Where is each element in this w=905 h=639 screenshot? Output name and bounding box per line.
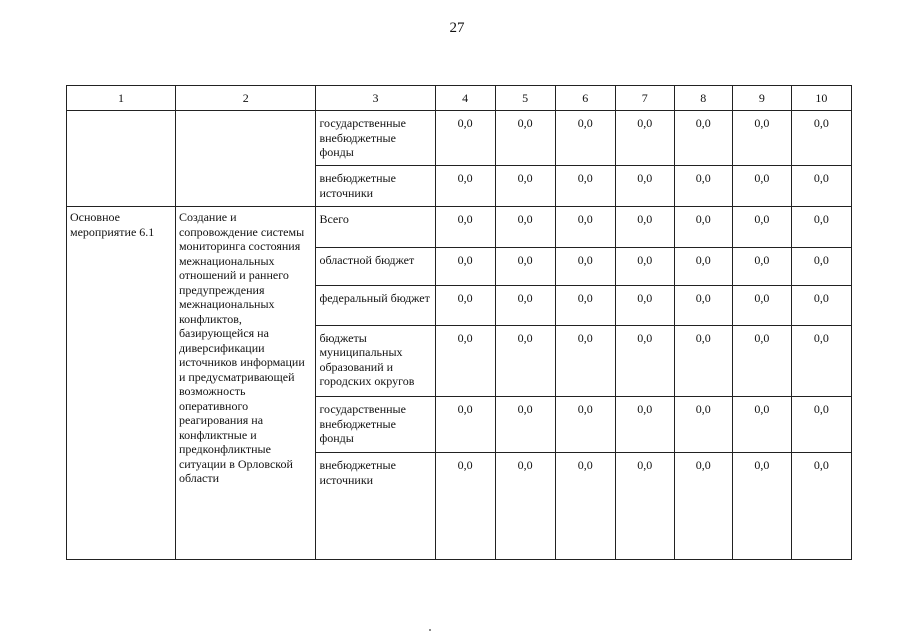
column-header: 10 xyxy=(791,86,851,111)
value-cell: 0,0 xyxy=(791,453,851,560)
value-cell: 0,0 xyxy=(435,111,495,166)
funding-source-cell: Всего xyxy=(316,207,435,247)
value-cell: 0,0 xyxy=(555,166,615,207)
value-cell: 0,0 xyxy=(791,397,851,453)
value-cell: 0,0 xyxy=(791,325,851,396)
value-cell: 0,0 xyxy=(555,285,615,325)
value-cell: 0,0 xyxy=(732,285,791,325)
funding-source-cell: внебюджетные источники xyxy=(316,453,435,560)
column-header: 3 xyxy=(316,86,435,111)
value-cell: 0,0 xyxy=(791,285,851,325)
value-cell: 0,0 xyxy=(435,397,495,453)
value-cell: 0,0 xyxy=(555,111,615,166)
value-cell: 0,0 xyxy=(732,207,791,247)
value-cell: 0,0 xyxy=(791,207,851,247)
value-cell: 0,0 xyxy=(555,207,615,247)
funding-source-cell: бюджеты муниципальных образований и городских округов xyxy=(316,325,435,396)
value-cell: 0,0 xyxy=(435,325,495,396)
value-cell: 0,0 xyxy=(791,111,851,166)
value-cell: 0,0 xyxy=(495,325,555,396)
value-cell: 0,0 xyxy=(555,397,615,453)
table-header-row xyxy=(67,86,852,111)
value-cell: 0,0 xyxy=(615,207,674,247)
value-cell: 0,0 xyxy=(555,453,615,560)
value-cell: 0,0 xyxy=(615,166,674,207)
value-cell: 0,0 xyxy=(674,325,732,396)
value-cell: 0,0 xyxy=(732,111,791,166)
column-header: 6 xyxy=(555,86,615,111)
column-header: 1 xyxy=(67,86,176,111)
value-cell: 0,0 xyxy=(435,207,495,247)
value-cell: 0,0 xyxy=(495,166,555,207)
value-cell: 0,0 xyxy=(732,325,791,396)
value-cell: 0,0 xyxy=(732,247,791,285)
value-cell: 0,0 xyxy=(555,325,615,396)
value-cell: 0,0 xyxy=(615,325,674,396)
value-cell: 0,0 xyxy=(791,166,851,207)
empty-description-cell xyxy=(175,111,316,207)
value-cell: 0,0 xyxy=(615,453,674,560)
value-cell: 0,0 xyxy=(674,247,732,285)
value-cell: 0,0 xyxy=(791,247,851,285)
value-cell: 0,0 xyxy=(435,285,495,325)
value-cell: 0,0 xyxy=(615,285,674,325)
value-cell: 0,0 xyxy=(435,247,495,285)
value-cell: 0,0 xyxy=(732,166,791,207)
funding-source-cell: внебюджетные источники xyxy=(316,166,435,207)
value-cell: 0,0 xyxy=(495,207,555,247)
value-cell: 0,0 xyxy=(495,247,555,285)
value-cell: 0,0 xyxy=(674,453,732,560)
activity-name-cell: Основное мероприятие 6.1 xyxy=(67,207,176,560)
value-cell: 0,0 xyxy=(674,285,732,325)
value-cell: 0,0 xyxy=(674,207,732,247)
empty-activity-cell xyxy=(67,111,176,207)
value-cell: 0,0 xyxy=(674,166,732,207)
value-cell: 0,0 xyxy=(674,397,732,453)
value-cell: 0,0 xyxy=(674,111,732,166)
value-cell: 0,0 xyxy=(435,166,495,207)
column-header: 4 xyxy=(435,86,495,111)
value-cell: 0,0 xyxy=(495,285,555,325)
column-header: 2 xyxy=(175,86,316,111)
value-cell: 0,0 xyxy=(732,453,791,560)
value-cell: 0,0 xyxy=(615,397,674,453)
value-cell: 0,0 xyxy=(555,247,615,285)
column-header: 8 xyxy=(674,86,732,111)
value-cell: 0,0 xyxy=(615,111,674,166)
column-header: 5 xyxy=(495,86,555,111)
value-cell: 0,0 xyxy=(732,397,791,453)
funding-source-cell: федеральный бюджет xyxy=(316,285,435,325)
scan-speck xyxy=(429,629,431,631)
column-header: 9 xyxy=(732,86,791,111)
value-cell: 0,0 xyxy=(615,247,674,285)
funding-source-cell: государственные внебюджетные фонды xyxy=(316,111,435,166)
value-cell: 0,0 xyxy=(495,111,555,166)
column-header: 7 xyxy=(615,86,674,111)
table-row xyxy=(67,207,852,247)
value-cell: 0,0 xyxy=(495,397,555,453)
page-number: 27 xyxy=(449,20,465,36)
activity-description-cell: Создание и сопровождение системы мониторинга состояния межнациональных отношений и раннего предупреждения межнациональных конфликтов, базирующейся на диверсификации источников информации и предусматривающей возможность оперативного реагирования на конфликтные и предконфликтные ситуации в Орловской области xyxy=(175,207,316,560)
value-cell: 0,0 xyxy=(495,453,555,560)
value-cell: 0,0 xyxy=(435,453,495,560)
funding-source-cell: государственные внебюджетные фонды xyxy=(316,397,435,453)
funding-source-cell: областной бюджет xyxy=(316,247,435,285)
table-row xyxy=(67,111,852,166)
budget-table xyxy=(66,85,852,560)
